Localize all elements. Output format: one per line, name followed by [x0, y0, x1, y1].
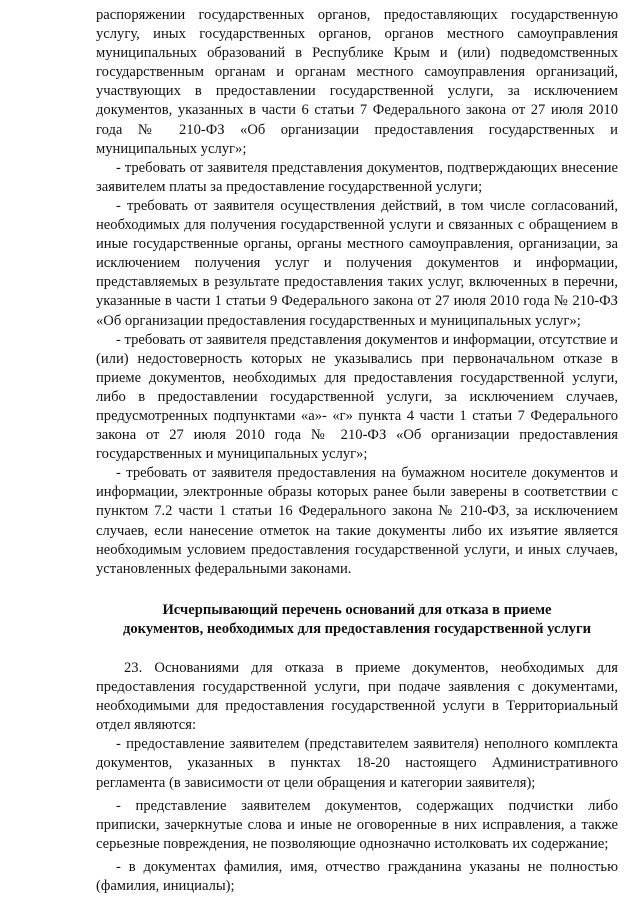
list-item-incomplete-set: - предоставление заявителем (представителем заявителя) неполного комплекта документов, указанных в пунктах 18-20 настоящего Административного регламента (в зависимости от цели обращения и категории заявителя);	[96, 736, 618, 791]
document-page	[96, 6, 618, 896]
list-item-paper-documents: - требовать от заявителя предоставления на бумажном носителе документов и информации, электронные образы которых ранее были заверены в соответствии с пунктом 7.2 части 1 статьи 16 Федерального закона № 210-ФЗ, за исключением случаев, если нанесение отметок на такие документы либо их изъятие является необходимым условием предоставления государственной услуги, и иных случаев, установленных федеральными законами.	[96, 465, 618, 577]
paragraph-continuation: распоряжении государственных органов, предоставляющих государственную услугу, иных государственных органов, органов местного самоуправления муниципальных образований в Республике Крым и (или) подведомственных государственным органам и органам местного самоуправления организаций, участвующих в предоставлении государственной услуги, за исключением документов, указанных в части 6 статьи 7 Федерального закона от 27 июля 2010 года № 210-ФЗ «Об организации предоставления государственных и муниципальных услуг»;	[96, 7, 618, 157]
paragraph-23: 23. Основаниями для отказа в приеме документов, необходимых для предоставления государственной услуги, при подаче заявления с документами, необходимыми для предоставления государственной услуги в Территориальный отдел являются:	[96, 660, 618, 734]
list-item-incomplete-name: - в документах фамилия, имя, отчество гражданина указаны не полностью (фамилия, инициалы);	[96, 858, 618, 895]
list-item-missing-info: - требовать от заявителя представления документов и информации, отсутствие и (или) недостоверность которых не указывались при первоначальном отказе в приеме документов, необходимых для предоставления государственной услуги, либо в предоставлении государственной услуги, за исключением случаев, предусмотренных подпунктами «а»- «г» пункта 4 части 1 статьи 7 Федерального закона от 27 июля 2010 года № 210-ФЗ «Об организации предоставления государственных и муниципальных услуг»;	[96, 331, 618, 463]
list-item-approvals: - требовать от заявителя осуществления действий, в том числе согласований, необходимых для получения государственной услуги и связанных с обращением в иные государственные органы, органы местного самоуправления, организации, за исключением получения услуг и получения документов и информации, представляемых в результате предоставления таких услуг, включенных в перечни, указанные в части 1 статьи 9 Федерального закона от 27 июля 2010 года № 210-ФЗ «Об организации предоставления государственных и муниципальных услуг»;	[96, 197, 618, 329]
section-heading-line-2: документов, необходимых для предоставления государственной услуги	[123, 620, 591, 637]
list-item-payment: - требовать от заявителя представления документов, подтверждающих внесение заявителем платы за предоставление государственной услуги;	[96, 159, 618, 195]
section-heading	[96, 601, 618, 639]
section-heading-line-1: Исчерпывающий перечень оснований для отказа в приеме	[162, 601, 552, 618]
list-item-corrections: - представление заявителем документов, содержащих подчистки либо приписки, зачеркнутые слова и иные не оговоренные в них исправления, а также серьезные повреждения, не позволяющие однозначно истолковать их содержание;	[96, 797, 618, 852]
